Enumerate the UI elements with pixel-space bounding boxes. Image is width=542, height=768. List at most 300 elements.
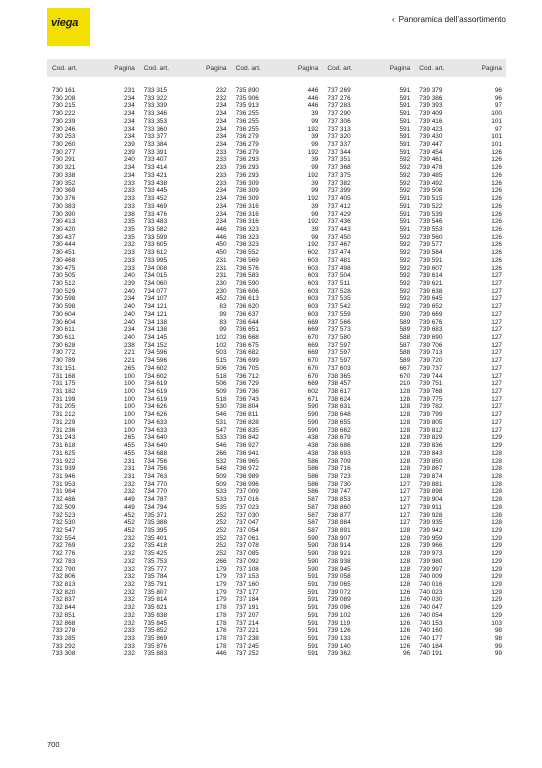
page-ref[interactable]: 127 [491,279,502,287]
page-ref[interactable]: 99 [311,233,319,241]
page-ref[interactable]: 128 [491,480,502,488]
page-ref[interactable]: 591 [399,133,411,141]
page-ref[interactable]: 129 [491,565,502,573]
page-ref[interactable]: 587 [399,341,411,349]
page-ref[interactable]: 127 [399,488,411,496]
page-ref[interactable]: 128 [491,496,502,504]
page-ref[interactable]: 506 [215,364,227,372]
page-ref[interactable]: 232 [124,596,135,604]
page-ref[interactable]: 178 [215,611,227,619]
page-ref[interactable]: 129 [491,573,502,581]
page-ref[interactable]: 669 [307,341,319,349]
page-ref[interactable]: 446 [307,94,319,102]
page-ref[interactable]: 546 [215,411,227,419]
page-ref[interactable]: 233 [215,171,227,179]
page-ref[interactable]: 129 [491,550,502,558]
page-ref[interactable]: 96 [494,94,502,102]
page-ref[interactable]: 126 [491,256,502,264]
page-ref[interactable]: 128 [399,573,411,581]
page-ref[interactable]: 127 [491,418,502,426]
page-ref[interactable]: 192 [307,125,319,133]
page-ref[interactable]: 126 [399,604,411,612]
page-ref[interactable]: 546 [215,442,227,450]
page-ref[interactable]: 127 [491,403,502,411]
page-ref[interactable]: 233 [124,264,135,272]
page-ref[interactable]: 452 [215,295,227,303]
page-ref[interactable]: 232 [124,581,135,588]
page-ref[interactable]: 591 [307,619,319,627]
page-ref[interactable]: 192 [307,195,319,203]
page-ref[interactable]: 591 [399,225,411,233]
page-ref[interactable]: 591 [399,202,411,210]
page-ref[interactable]: 234 [215,202,227,210]
page-ref[interactable]: 126 [491,218,502,226]
page-ref[interactable]: 128 [399,581,411,588]
page-ref[interactable]: 39 [311,110,319,118]
page-ref[interactable]: 265 [124,364,135,372]
page-ref[interactable]: 126 [399,619,411,627]
page-ref[interactable]: 129 [491,557,502,565]
page-ref[interactable]: 669 [307,349,319,357]
page-ref[interactable]: 179 [215,565,227,573]
page-ref[interactable]: 127 [491,364,502,372]
page-ref[interactable]: 592 [399,156,411,164]
page-ref[interactable]: 126 [491,164,502,172]
page-ref[interactable]: 99 [494,650,502,658]
page-ref[interactable]: 178 [215,619,227,627]
page-ref[interactable]: 670 [399,372,411,380]
page-ref[interactable]: 591 [399,195,411,203]
page-ref[interactable]: 99 [219,310,227,318]
page-ref[interactable]: 589 [399,357,411,365]
page-ref[interactable]: 446 [307,102,319,110]
page-ref[interactable]: 178 [215,627,227,635]
page-ref[interactable]: 234 [124,164,135,172]
page-ref[interactable]: 266 [215,449,227,457]
page-ref[interactable]: 233 [124,179,135,187]
page-ref[interactable]: 96 [494,87,502,94]
page-ref[interactable]: 449 [124,496,135,504]
page-ref[interactable]: 592 [399,249,411,257]
page-ref[interactable]: 127 [491,411,502,419]
page-ref[interactable]: 603 [307,310,319,318]
page-ref[interactable]: 240 [124,318,135,326]
page-ref[interactable]: 230 [215,279,227,287]
page-ref[interactable]: 587 [307,496,319,504]
page-ref[interactable]: 592 [399,164,411,172]
page-ref[interactable]: 590 [307,550,319,558]
page-ref[interactable]: 587 [307,519,319,527]
page-ref[interactable]: 233 [215,164,227,172]
page-ref[interactable]: 101 [491,141,502,149]
page-ref[interactable]: 126 [491,148,502,156]
page-ref[interactable]: 127 [491,426,502,434]
page-ref[interactable]: 129 [491,596,502,604]
page-ref[interactable]: 232 [124,565,135,573]
page-ref[interactable]: 503 [215,349,227,357]
page-ref[interactable]: 515 [215,357,227,365]
page-ref[interactable]: 232 [124,480,135,488]
page-ref[interactable]: 127 [491,341,502,349]
page-ref[interactable]: 126 [491,171,502,179]
page-ref[interactable]: 127 [491,334,502,341]
page-ref[interactable]: 99 [311,210,319,218]
page-ref[interactable]: 100 [124,395,135,403]
page-ref[interactable]: 126 [491,187,502,195]
page-ref[interactable]: 591 [399,141,411,149]
page-ref[interactable]: 592 [399,264,411,272]
page-ref[interactable]: 590 [307,426,319,434]
page-ref[interactable]: 126 [491,202,502,210]
page-ref[interactable]: 252 [215,519,227,527]
page-ref[interactable]: 591 [307,635,319,643]
page-ref[interactable]: 128 [399,395,411,403]
page-ref[interactable]: 670 [307,372,319,380]
page-ref[interactable]: 591 [307,573,319,581]
page-ref[interactable]: 179 [215,596,227,604]
page-ref[interactable]: 240 [124,310,135,318]
page-ref[interactable]: 126 [399,627,411,635]
page-ref[interactable]: 129 [491,526,502,534]
page-ref[interactable]: 128 [491,472,502,480]
page-ref[interactable]: 535 [215,503,227,511]
page-ref[interactable]: 603 [307,264,319,272]
page-ref[interactable]: 100 [124,372,135,380]
page-ref[interactable]: 127 [491,395,502,403]
page-ref[interactable]: 438 [307,442,319,450]
page-ref[interactable]: 592 [399,256,411,264]
page-ref[interactable]: 128 [399,426,411,434]
page-ref[interactable]: 127 [491,310,502,318]
page-ref[interactable]: 234 [215,195,227,203]
page-ref[interactable]: 126 [399,635,411,643]
page-ref[interactable]: 591 [399,117,411,125]
page-ref[interactable]: 234 [124,326,135,334]
page-ref[interactable]: 586 [307,488,319,496]
page-ref[interactable]: 590 [307,542,319,550]
page-ref[interactable]: 449 [124,503,135,511]
page-ref[interactable]: 221 [124,349,135,357]
page-ref[interactable]: 592 [399,171,411,179]
page-ref[interactable]: 232 [124,557,135,565]
page-ref[interactable]: 234 [215,141,227,149]
page-ref[interactable]: 446 [215,225,227,233]
page-ref[interactable]: 101 [491,133,502,141]
page-ref[interactable]: 603 [307,303,319,311]
page-ref[interactable]: 591 [399,94,411,102]
page-ref[interactable]: 129 [491,434,502,442]
page-ref[interactable]: 603 [307,279,319,287]
page-ref[interactable]: 39 [311,179,319,187]
page-ref[interactable]: 234 [124,110,135,118]
page-ref[interactable]: 39 [311,202,319,210]
page-ref[interactable]: 192 [307,171,319,179]
page-ref[interactable]: 234 [124,102,135,110]
page-ref[interactable]: 591 [307,596,319,604]
page-ref[interactable]: 231 [215,264,227,272]
page-ref[interactable]: 587 [307,511,319,519]
page-ref[interactable]: 590 [307,557,319,565]
page-ref[interactable]: 221 [124,357,135,365]
page-ref[interactable]: 99 [311,141,319,149]
page-ref[interactable]: 99 [311,164,319,172]
page-ref[interactable]: 126 [491,249,502,257]
page-ref[interactable]: 233 [124,187,135,195]
page-ref[interactable]: 531 [215,418,227,426]
page-ref[interactable]: 127 [399,496,411,504]
page-ref[interactable]: 179 [215,581,227,588]
page-ref[interactable]: 592 [399,179,411,187]
page-ref[interactable]: 234 [215,102,227,110]
page-ref[interactable]: 446 [215,233,227,241]
page-ref[interactable]: 591 [399,110,411,118]
page-ref[interactable]: 192 [307,218,319,226]
page-ref[interactable]: 128 [399,526,411,534]
page-ref[interactable]: 128 [491,511,502,519]
page-ref[interactable]: 128 [491,519,502,527]
page-ref[interactable]: 126 [399,642,411,650]
page-ref[interactable]: 210 [399,380,411,388]
page-ref[interactable]: 240 [124,287,135,295]
page-ref[interactable]: 239 [124,141,135,149]
page-ref[interactable]: 235 [124,225,135,233]
page-ref[interactable]: 127 [399,519,411,527]
page-ref[interactable]: 126 [491,233,502,241]
page-ref[interactable]: 233 [124,249,135,257]
page-ref[interactable]: 591 [307,642,319,650]
page-ref[interactable]: 252 [215,550,227,558]
page-ref[interactable]: 129 [491,542,502,550]
page-ref[interactable]: 591 [307,650,319,658]
page-ref[interactable]: 126 [399,588,411,596]
page-ref[interactable]: 127 [491,318,502,326]
page-ref[interactable]: 588 [399,349,411,357]
page-ref[interactable]: 126 [491,225,502,233]
page-ref[interactable]: 234 [215,218,227,226]
page-ref[interactable]: 592 [399,187,411,195]
page-ref[interactable]: 126 [491,210,502,218]
page-ref[interactable]: 99 [311,117,319,125]
page-ref[interactable]: 100 [124,411,135,419]
page-ref[interactable]: 509 [215,472,227,480]
page-ref[interactable]: 591 [307,604,319,612]
page-ref[interactable]: 455 [124,449,135,457]
page-ref[interactable]: 590 [399,310,411,318]
page-ref[interactable]: 99 [219,326,227,334]
page-ref[interactable]: 234 [124,295,135,303]
page-ref[interactable]: 588 [399,334,411,341]
page-ref[interactable]: 128 [399,411,411,419]
page-ref[interactable]: 127 [491,349,502,357]
page-ref[interactable]: 98 [494,627,502,635]
page-ref[interactable]: 235 [124,233,135,241]
page-ref[interactable]: 452 [124,511,135,519]
page-ref[interactable]: 592 [399,295,411,303]
page-ref[interactable]: 128 [399,403,411,411]
page-ref[interactable]: 587 [307,503,319,511]
page-ref[interactable]: 592 [399,241,411,249]
page-ref[interactable]: 446 [307,87,319,94]
page-ref[interactable]: 603 [307,295,319,303]
page-ref[interactable]: 238 [124,210,135,218]
page-ref[interactable]: 509 [215,480,227,488]
page-ref[interactable]: 233 [215,148,227,156]
page-ref[interactable]: 127 [399,480,411,488]
page-ref[interactable]: 127 [491,380,502,388]
page-ref[interactable]: 192 [307,148,319,156]
page-ref[interactable]: 127 [491,388,502,396]
page-ref[interactable]: 591 [307,581,319,588]
page-ref[interactable]: 231 [124,457,135,465]
page-ref[interactable]: 126 [491,195,502,203]
page-ref[interactable]: 590 [307,565,319,573]
page-ref[interactable]: 128 [399,557,411,565]
page-ref[interactable]: 100 [124,426,135,434]
page-ref[interactable]: 233 [124,635,135,643]
page-ref[interactable]: 450 [215,249,227,257]
page-ref[interactable]: 586 [307,457,319,465]
page-ref[interactable]: 98 [494,635,502,643]
page-ref[interactable]: 129 [491,611,502,619]
page-ref[interactable]: 591 [399,210,411,218]
page-ref[interactable]: 234 [124,125,135,133]
page-ref[interactable]: 127 [399,511,411,519]
page-ref[interactable]: 239 [124,279,135,287]
page-ref[interactable]: 234 [215,125,227,133]
page-ref[interactable]: 231 [124,472,135,480]
page-ref[interactable]: 127 [491,272,502,280]
page-ref[interactable]: 100 [491,110,502,118]
page-ref[interactable]: 128 [399,542,411,550]
page-ref[interactable]: 233 [215,156,227,164]
page-ref[interactable]: 452 [124,526,135,534]
page-ref[interactable]: 129 [491,534,502,542]
page-ref[interactable]: 592 [399,233,411,241]
page-ref[interactable]: 232 [124,650,135,658]
page-ref[interactable]: 252 [215,542,227,550]
page-ref[interactable]: 234 [124,171,135,179]
page-ref[interactable]: 438 [307,449,319,457]
page-ref[interactable]: 670 [307,364,319,372]
page-ref[interactable]: 99 [311,187,319,195]
page-ref[interactable]: 589 [399,326,411,334]
page-ref[interactable]: 506 [215,380,227,388]
page-ref[interactable]: 127 [491,326,502,334]
page-ref[interactable]: 670 [307,334,319,341]
page-ref[interactable]: 452 [124,519,135,527]
page-ref[interactable]: 127 [491,287,502,295]
page-ref[interactable]: 266 [215,557,227,565]
page-ref[interactable]: 101 [491,117,502,125]
page-ref[interactable]: 533 [215,488,227,496]
page-ref[interactable]: 590 [307,534,319,542]
page-ref[interactable]: 234 [215,187,227,195]
page-ref[interactable]: 234 [215,133,227,141]
page-ref[interactable]: 235 [124,218,135,226]
page-ref[interactable]: 240 [124,334,135,341]
page-ref[interactable]: 234 [124,94,135,102]
page-ref[interactable]: 128 [399,457,411,465]
page-ref[interactable]: 547 [215,426,227,434]
page-ref[interactable]: 591 [307,611,319,619]
page-ref[interactable]: 533 [215,496,227,504]
page-ref[interactable]: 591 [399,148,411,156]
page-ref[interactable]: 178 [215,635,227,643]
page-ref[interactable]: 232 [124,619,135,627]
page-ref[interactable]: 39 [311,133,319,141]
page-ref[interactable]: 671 [307,395,319,403]
page-ref[interactable]: 127 [491,372,502,380]
page-ref[interactable]: 265 [124,434,135,442]
page-ref[interactable]: 129 [491,581,502,588]
page-ref[interactable]: 126 [491,179,502,187]
page-ref[interactable]: 128 [399,472,411,480]
page-ref[interactable]: 667 [399,364,411,372]
page-ref[interactable]: 233 [124,202,135,210]
page-ref[interactable]: 100 [124,418,135,426]
page-ref[interactable]: 192 [307,241,319,249]
page-ref[interactable]: 232 [124,573,135,581]
page-ref[interactable]: 240 [124,156,135,164]
page-ref[interactable]: 590 [307,418,319,426]
page-ref[interactable]: 231 [215,256,227,264]
page-ref[interactable]: 234 [215,210,227,218]
page-ref[interactable]: 128 [399,434,411,442]
page-ref[interactable]: 128 [399,550,411,558]
page-ref[interactable]: 232 [124,611,135,619]
page-ref[interactable]: 586 [307,465,319,473]
page-ref[interactable]: 252 [215,534,227,542]
page-ref[interactable]: 128 [491,488,502,496]
page-ref[interactable]: 129 [491,604,502,612]
page-ref[interactable]: 232 [124,534,135,542]
page-ref[interactable]: 509 [215,388,227,396]
page-ref[interactable]: 591 [307,588,319,596]
page-ref[interactable]: 533 [215,434,227,442]
page-ref[interactable]: 100 [124,388,135,396]
page-ref[interactable]: 178 [215,604,227,612]
page-ref[interactable]: 234 [124,117,135,125]
page-ref[interactable]: 178 [215,642,227,650]
page-ref[interactable]: 100 [124,380,135,388]
page-ref[interactable]: 233 [124,642,135,650]
page-ref[interactable]: 39 [311,156,319,164]
page-ref[interactable]: 128 [399,465,411,473]
page-ref[interactable]: 126 [491,264,502,272]
page-ref[interactable]: 239 [124,148,135,156]
page-ref[interactable]: 532 [215,457,227,465]
page-ref[interactable]: 591 [399,102,411,110]
section-nav-link[interactable] [392,15,506,24]
page-ref[interactable]: 603 [307,287,319,295]
page-ref[interactable]: 39 [311,225,319,233]
page-ref[interactable]: 102 [215,341,227,349]
page-ref[interactable]: 592 [399,287,411,295]
page-ref[interactable]: 127 [399,503,411,511]
page-ref[interactable]: 455 [124,442,135,450]
page-ref[interactable]: 252 [215,511,227,519]
page-ref[interactable]: 238 [124,341,135,349]
page-ref[interactable]: 128 [399,534,411,542]
page-ref[interactable]: 231 [124,465,135,473]
page-ref[interactable]: 128 [491,465,502,473]
page-ref[interactable]: 590 [307,411,319,419]
page-ref[interactable]: 126 [491,156,502,164]
page-ref[interactable]: 128 [399,418,411,426]
page-ref[interactable]: 234 [124,133,135,141]
page-ref[interactable]: 240 [124,272,135,280]
page-ref[interactable]: 232 [124,241,135,249]
